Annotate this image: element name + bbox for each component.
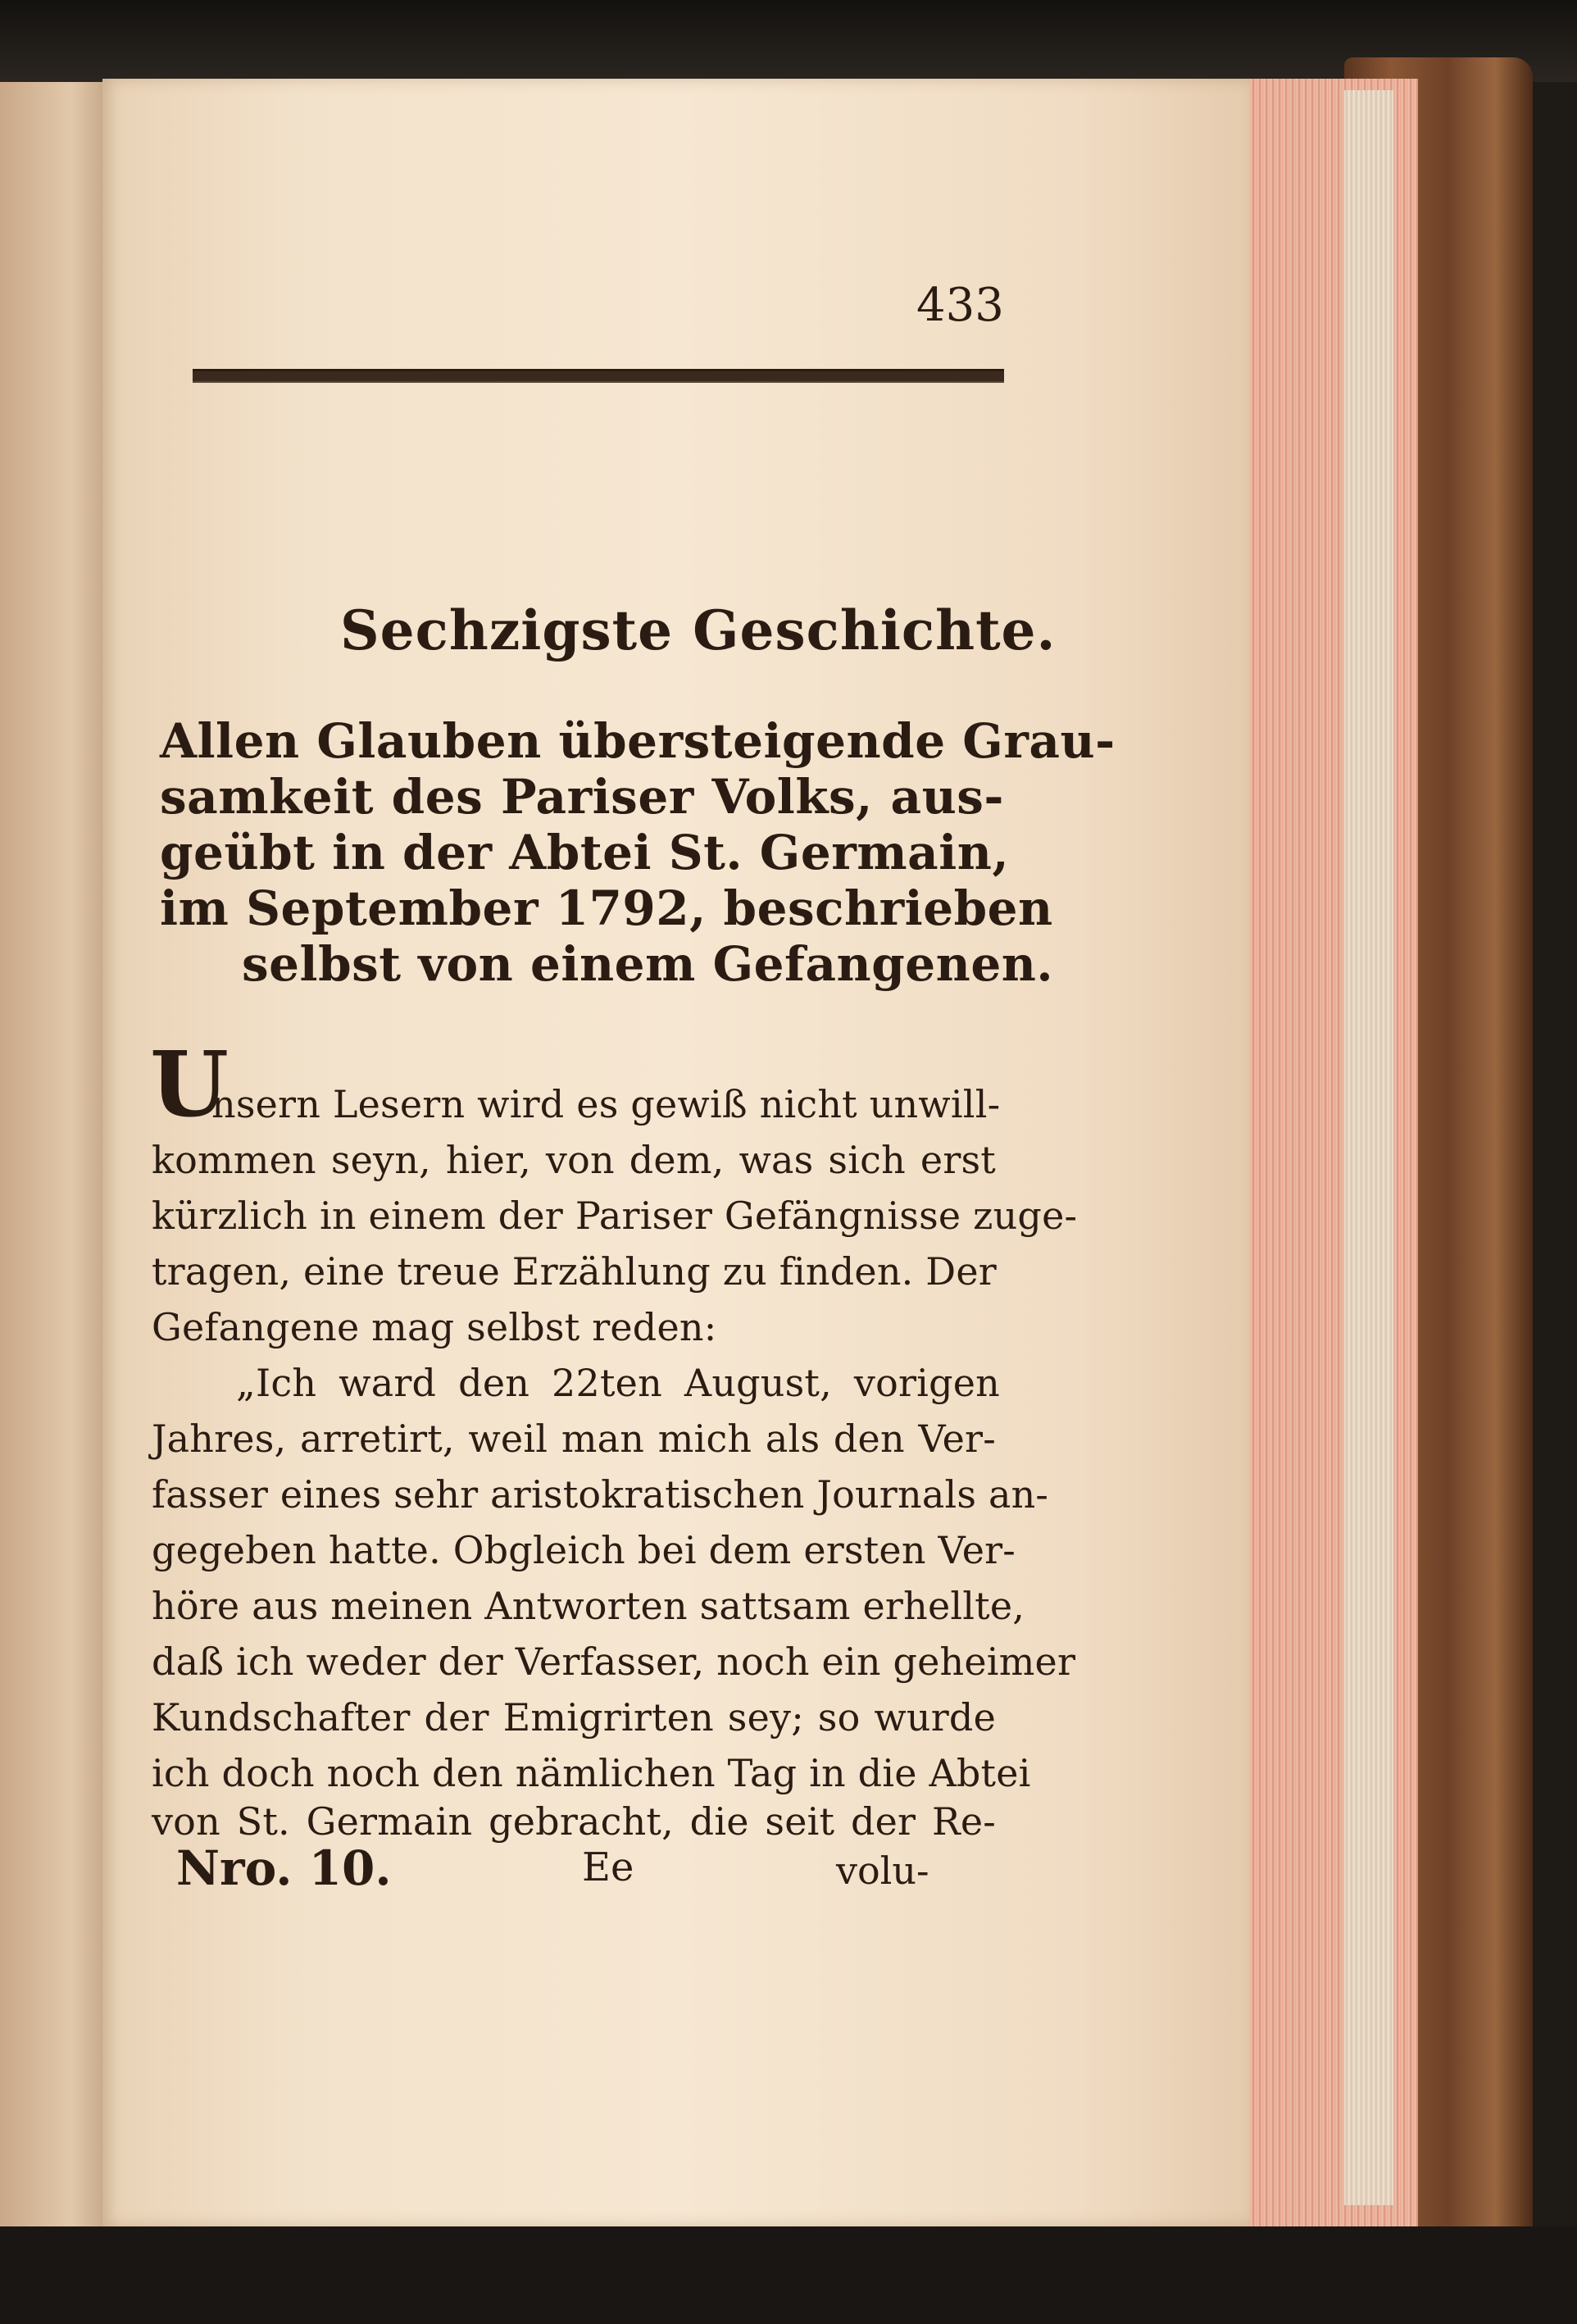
body-line: ich doch noch den nämlichen Tag in die Abtei: [152, 1751, 1031, 1795]
body-line: Jahres, arretirt, weil man mich als den Ver-: [152, 1417, 996, 1461]
body-line: kommen seyn, hier, von dem, was sich erst: [152, 1138, 996, 1182]
scan-bottom-backdrop: [0, 2226, 1577, 2324]
body-line: von St. Germain gebracht, die seit der Re-: [152, 1799, 996, 1844]
body-line: fasser eines sehr aristokratischen Journals an-: [152, 1472, 1049, 1517]
body-line: gegeben hatte. Obgleich bei dem ersten Ver-: [152, 1528, 1016, 1572]
body-line: tragen, eine treue Erzählung zu finden. Der: [152, 1249, 997, 1294]
body-line: nsern Lesern wird es gewiß nicht unwill-: [211, 1082, 1001, 1126]
subtitle-line: geübt in der Abtei St. Germain,: [160, 825, 1010, 880]
drop-cap: U: [150, 1031, 229, 1137]
header-rule: [193, 369, 1004, 383]
body-line: daß ich weder der Verfasser, noch ein geheimer: [152, 1640, 1076, 1684]
scan-backdrop: [0, 0, 1577, 82]
subtitle-line: samkeit des Pariser Volks, aus-: [160, 769, 1004, 825]
facing-page-edge: [0, 82, 102, 2230]
gathering-mark: Ee: [582, 1844, 634, 1890]
subtitle-line: im September 1792, beschrieben: [160, 880, 1053, 936]
body-line: kürzlich in einem der Pariser Gefängnisse zuge-: [152, 1194, 1078, 1238]
body-line: höre aus meinen Antworten sattsam erhellte,: [152, 1584, 1025, 1628]
body-line: „Ich ward den 22ten August, vorigen: [236, 1361, 1000, 1405]
page-number: 433: [916, 279, 1004, 332]
catchword: volu-: [836, 1849, 929, 1893]
subtitle-line: selbst von einem Gefangenen.: [242, 936, 1054, 992]
body-line: Kundschafter der Emigrirten sey; so wurde: [152, 1695, 996, 1740]
body-line: Gefangene mag selbst reden:: [152, 1305, 717, 1349]
chapter-title: Sechzigste Geschichte.: [340, 598, 1057, 662]
signature-mark: Nro. 10.: [176, 1840, 392, 1896]
page-fore-edge: [1344, 90, 1393, 2205]
subtitle-line: Allen Glauben übersteigende Grau-: [160, 713, 1116, 769]
